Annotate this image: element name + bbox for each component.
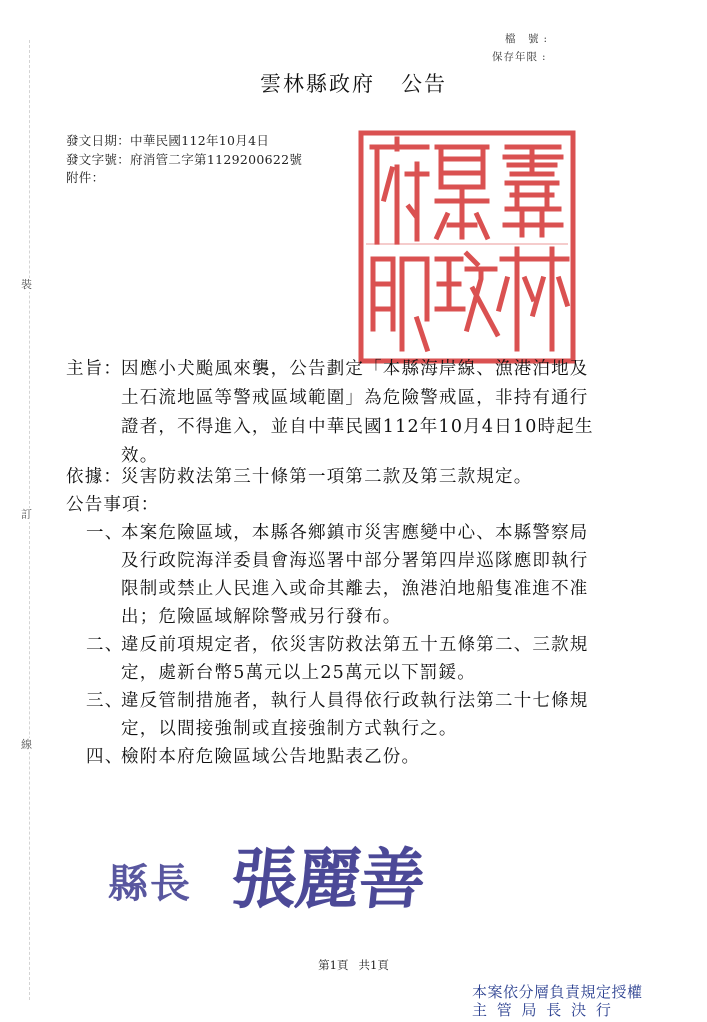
seal-icon (357, 129, 577, 365)
document-title (0, 68, 707, 98)
file-number-row: 檔 號 : (505, 33, 549, 45)
issue-number-row: 發文字號：府消管二字第1129200622號 (66, 152, 303, 167)
file-number-label: 檔 號 (505, 33, 540, 45)
item-3-line-1: 違反管制措施者，執行人員得依行政執行法第二十七條規 (121, 691, 589, 711)
issue-number-value: 府消管二字第1129200622號 (130, 152, 303, 167)
item-2-number: 二、 (86, 635, 124, 655)
basis-label: 依據： (66, 467, 123, 487)
retention-row: 保存年限 : (492, 51, 547, 63)
subject-label: 主旨： (66, 359, 123, 379)
item-2-line-1: 違反前項規定者，依災害防救法第五十五條第二、三款規 (121, 635, 589, 655)
item-1-line-4: 出；危險區域解除警戒另行發布。 (121, 607, 402, 627)
attachment-label: 附件 (66, 170, 92, 185)
announcement-items-heading: 公告事項： (66, 495, 160, 515)
page-total: 共1頁 (358, 958, 389, 972)
issue-date-value: 中華民國112年10月4日 (130, 133, 270, 148)
item-1-line-2: 及行政院海洋委員會海巡署中部分署第四岸巡隊應即執行 (121, 551, 589, 571)
authorization-note-line-1: 本案依分層負責規定授權 (472, 983, 643, 1001)
binding-char-zhuang: 裝 (21, 278, 32, 291)
binding-char-ding: 訂 (21, 508, 32, 521)
signature-title: 縣長 (108, 860, 192, 907)
subject-line-2: 土石流地區等警戒區域範圍」為危險警戒區，非持有通行 (121, 388, 589, 408)
item-3-line-2: 定，以間接強制或直接強制方式執行之。 (121, 719, 458, 739)
basis-text: 災害防救法第三十條第一項第二款及第三款規定。 (121, 467, 533, 487)
item-1-number: 一、 (86, 523, 124, 543)
authorization-note-line-2: 主 管 局 長 決 行 (472, 1001, 614, 1019)
item-4-line-1: 檢附本府危險區域公告地點表乙份。 (121, 747, 421, 767)
item-1-line-3: 限制或禁止人民進入或命其離去，漁港泊地船隻准進不准 (121, 579, 589, 599)
binding-char-xian: 線 (21, 738, 32, 751)
signature-name: 張麗善 (227, 840, 428, 918)
issue-date-label: 發文日期 (66, 133, 118, 148)
document-type: 公告 (401, 72, 447, 96)
issue-number-label: 發文字號 (66, 152, 118, 167)
subject-line-3: 證者，不得進入，並自中華民國112年10月4日10時起生 (121, 417, 594, 437)
item-4-number: 四、 (86, 747, 124, 767)
agency-name: 雲林縣政府 (260, 72, 375, 96)
item-3-number: 三、 (86, 691, 124, 711)
attachment-row: 附件： (66, 170, 105, 185)
official-seal-stamp (357, 129, 577, 365)
item-1-line-1: 本案危險區域，本縣各鄉鎮市災害應變中心、本縣警察局 (121, 523, 589, 543)
subject-line-1: 因應小犬颱風來襲，公告劃定「本縣海岸線、漁港泊地及 (121, 359, 589, 379)
retention-label: 保存年限 (492, 51, 538, 63)
item-2-line-2: 定，處新台幣5萬元以上25萬元以下罰鍰。 (121, 663, 476, 683)
page-indicator (0, 957, 707, 973)
issue-date-row: 發文日期：中華民國112年10月4日 (66, 133, 270, 148)
page-current: 第1頁 (318, 958, 349, 972)
subject-line-4: 效。 (121, 446, 159, 466)
